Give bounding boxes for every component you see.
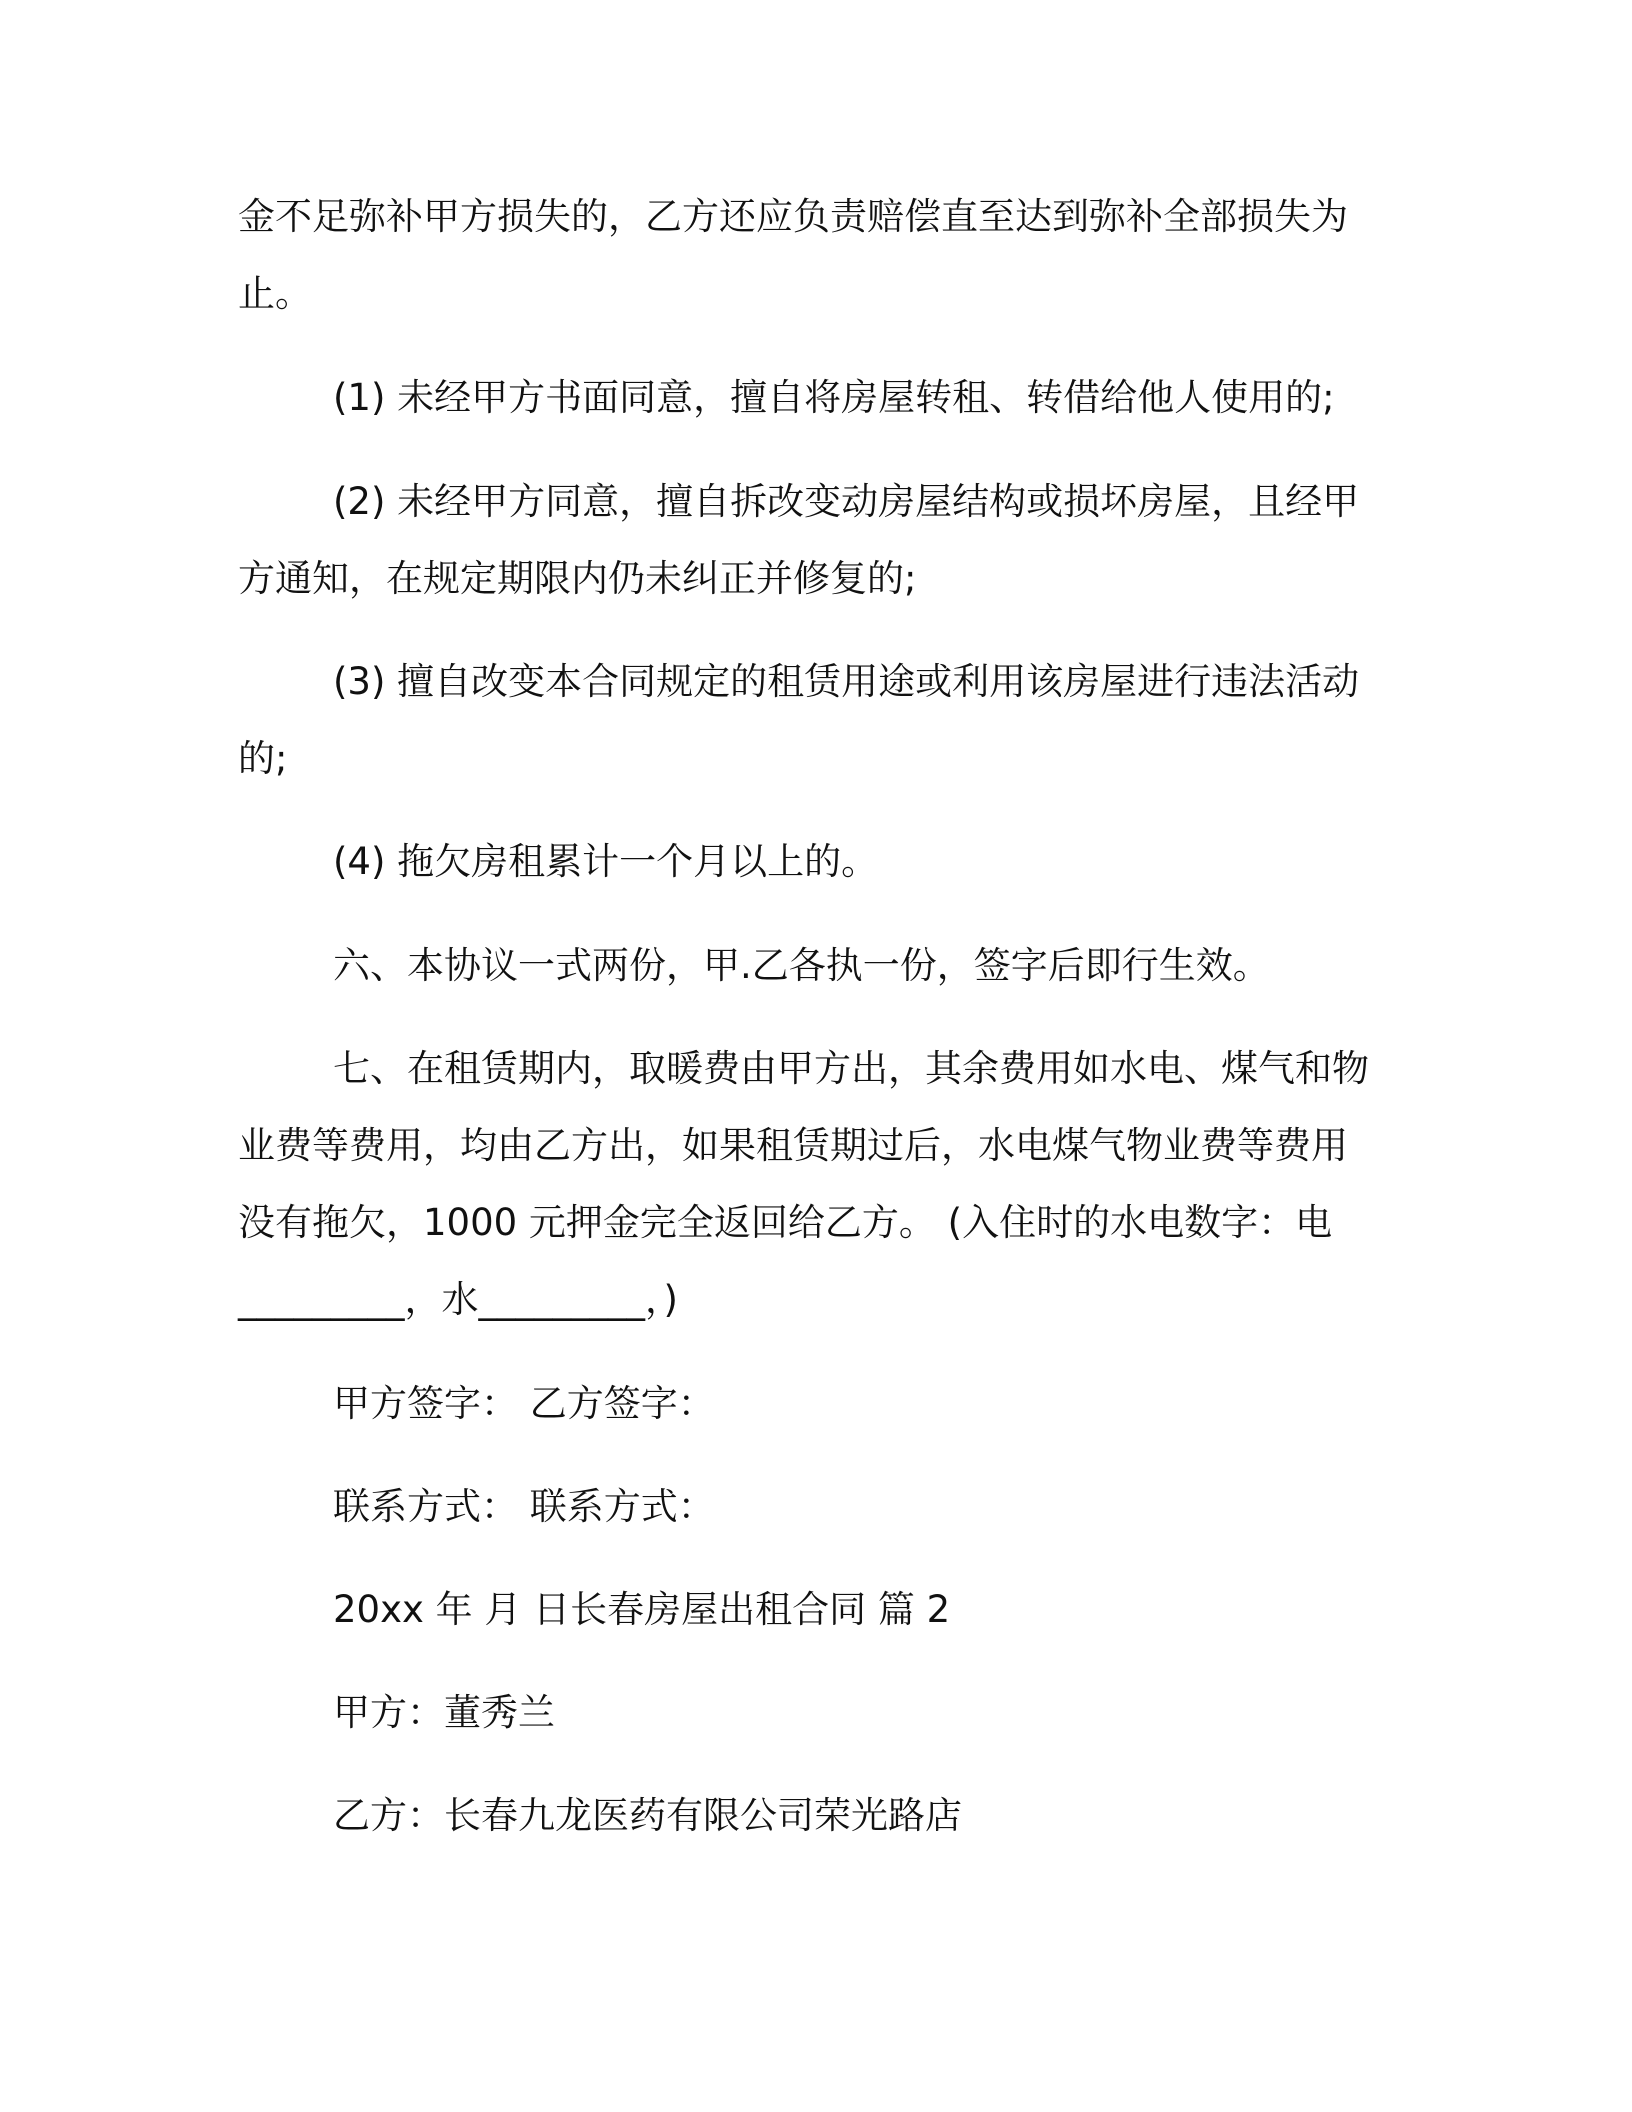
signature-line	[238, 1365, 1388, 1442]
text-line: 甲方签字： 乙方签字：	[333, 1382, 715, 1425]
text-line: 金不足弥补甲方损失的，乙方还应负责赔偿直至达到弥补全部损失为	[238, 195, 1348, 238]
section-seven	[238, 1030, 1388, 1338]
text-line: 业费等费用，均由乙方出，如果租赁期过后，水电煤气物业费等费用	[238, 1124, 1348, 1167]
text-line: 的;	[238, 737, 288, 780]
text-line: 20xx 年 月 日长春房屋出租合同 篇 2	[333, 1588, 951, 1631]
text-line: (4) 拖欠房租累计一个月以上的。	[333, 840, 879, 883]
section-six	[238, 927, 1388, 1004]
clause-1	[238, 359, 1388, 436]
party-a	[238, 1674, 1388, 1751]
clause-3	[238, 643, 1388, 797]
text-line: 止。	[238, 272, 312, 315]
contact-line	[238, 1468, 1388, 1545]
text-line: (3) 擅自改变本合同规定的租赁用途或利用该房屋进行违法活动	[333, 660, 1360, 703]
text-line: (1) 未经甲方书面同意，擅自将房屋转租、转借给他人使用的;	[333, 376, 1335, 419]
clause-2	[238, 463, 1388, 617]
text-line: 方通知，在规定期限内仍未纠正并修复的;	[238, 557, 917, 600]
text-line: 甲方：董秀兰	[333, 1691, 555, 1734]
text-line: 联系方式： 联系方式：	[333, 1485, 715, 1528]
text-line: 没有拖欠，1000 元押金完全返回给乙方。 (入住时的水电数字：电	[238, 1201, 1333, 1244]
text-line: _________，水_________，)	[238, 1278, 678, 1321]
text-line: (2) 未经甲方同意，擅自拆改变动房屋结构或损坏房屋，且经甲	[333, 480, 1360, 523]
clause-4	[238, 823, 1388, 900]
party-b	[238, 1777, 1388, 1854]
text-line: 乙方：长春九龙医药有限公司荣光路店	[333, 1794, 962, 1837]
paragraph-compensation	[238, 178, 1388, 332]
contract-heading	[238, 1571, 1388, 1648]
text-line: 七、在租赁期内，取暖费由甲方出，其余费用如水电、煤气和物	[333, 1047, 1369, 1090]
text-line: 六、本协议一式两份，甲.乙各执一份，签字后即行生效。	[333, 944, 1270, 987]
